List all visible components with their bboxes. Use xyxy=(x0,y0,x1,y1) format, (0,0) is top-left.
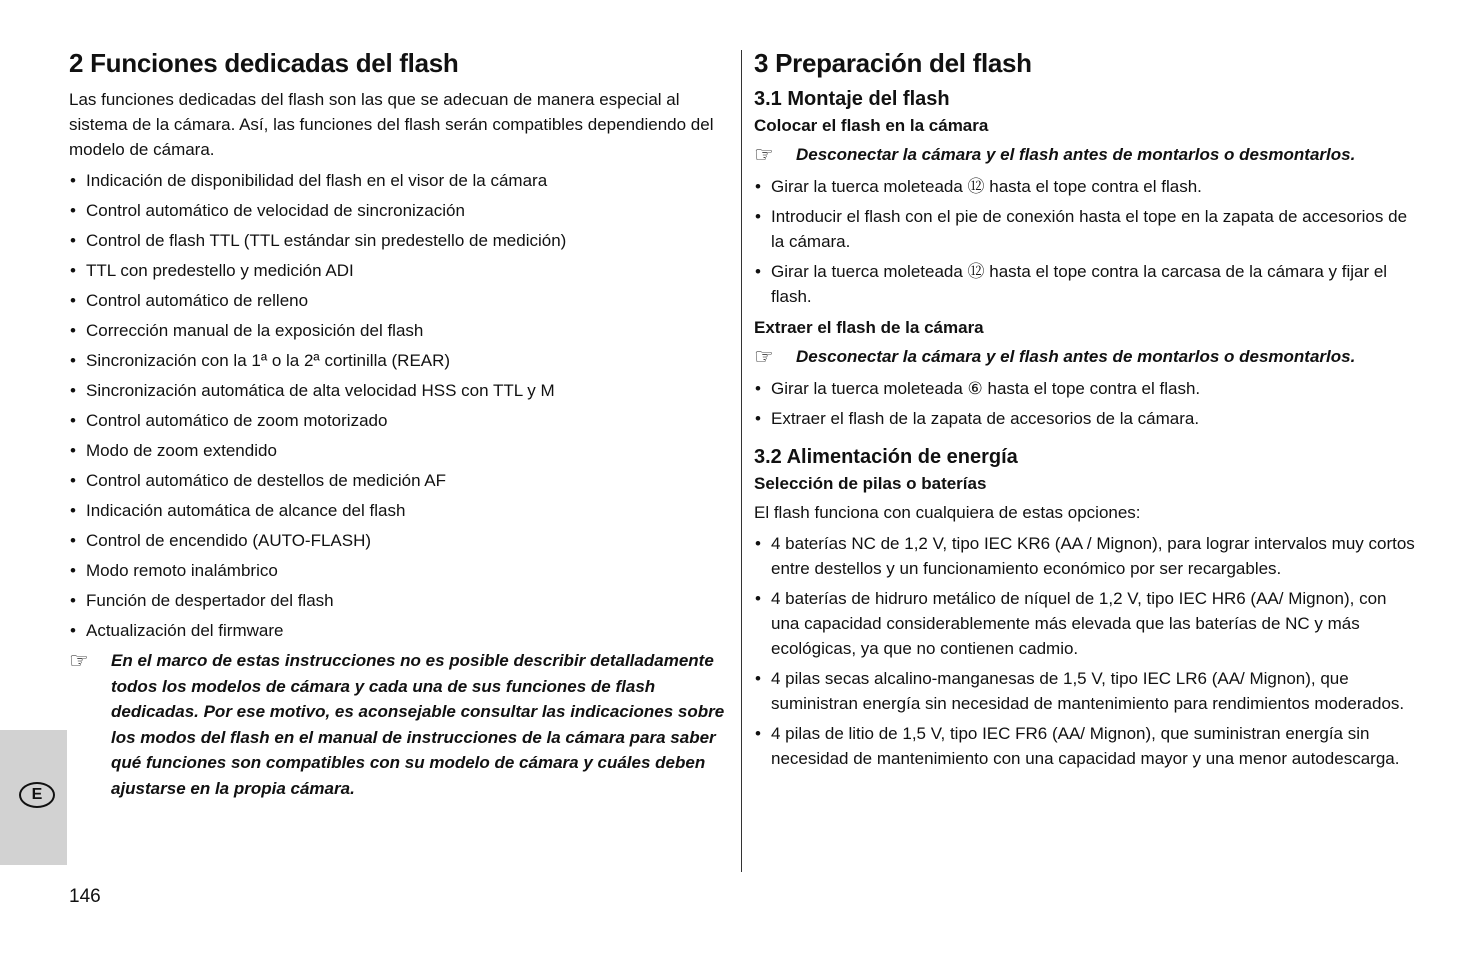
section-3-title: 3 Preparación del flash xyxy=(754,48,1032,78)
list-item: • Sincronización automática de alta velocidad HSS con TTL y M xyxy=(69,378,729,403)
list-item: • Control automático de zoom motorizado xyxy=(69,408,729,433)
language-tab xyxy=(0,730,67,865)
mount-steps-list xyxy=(754,174,1419,309)
section-3-1-title: 3.1 Montaje del flash xyxy=(754,88,950,111)
remove-flash-subtitle: Extraer el flash de la cámara xyxy=(754,317,984,337)
battery-options-list xyxy=(754,531,1419,771)
section-2-intro: Las funciones dedicadas del flash son las que se adecuan de manera especial al sistema de la cámara. Así, las funciones del flash serán compatibles dependiendo del modelo de cámara. xyxy=(69,90,714,160)
list-item: • Girar la tuerca moleteada ⑥ hasta el tope contra el flash. xyxy=(754,376,1419,401)
disconnect-note-text: Desconectar la cámara y el flash antes de montarlos o desmontarlos. xyxy=(796,145,1356,165)
compatibility-note xyxy=(69,648,729,801)
dedicated-functions-list xyxy=(69,168,729,643)
pointing-hand-icon: ☞ xyxy=(754,142,774,168)
list-item: • Control automático de velocidad de sincronización xyxy=(69,198,729,223)
page-number: 146 xyxy=(69,886,101,907)
left-column xyxy=(69,48,729,807)
list-item: • Girar la tuerca moleteada ⑫ hasta el tope contra la carcasa de la cámara y fijar el flash. xyxy=(754,259,1419,309)
list-item: • Extraer el flash de la zapata de accesorios de la cámara. xyxy=(754,406,1419,431)
disconnect-note-text: Desconectar la cámara y el flash antes de montarlos o desmontarlos. xyxy=(796,347,1356,367)
list-item: • Girar la tuerca moleteada ⑫ hasta el tope contra el flash. xyxy=(754,174,1419,199)
list-item: • Indicación de disponibilidad del flash en el visor de la cámara xyxy=(69,168,729,193)
list-item: • Sincronización con la 1ª o la 2ª cortinilla (REAR) xyxy=(69,348,729,373)
right-column xyxy=(754,48,1419,776)
list-item: • 4 baterías NC de 1,2 V, tipo IEC KR6 (AA / Mignon), para lograr intervalos muy cortos entre destellos y un funcionamiento económico por ser recargables. xyxy=(754,531,1419,581)
battery-selection-subtitle: Selección de pilas o baterías xyxy=(754,473,987,493)
list-item: • Corrección manual de la exposición del flash xyxy=(69,318,729,343)
list-item: • Modo remoto inalámbrico xyxy=(69,558,729,583)
list-item: • Indicación automática de alcance del flash xyxy=(69,498,729,523)
list-item: • Control de encendido (AUTO-FLASH) xyxy=(69,528,729,553)
section-2-title: 2 Funciones dedicadas del flash xyxy=(69,48,459,78)
pointing-hand-icon: ☞ xyxy=(754,344,774,370)
list-item: • 4 pilas de litio de 1,5 V, tipo IEC FR6 (AA/ Mignon), que suministran energía sin necesidad de mantenimiento con una capacidad mayor y una menor autodescarga. xyxy=(754,721,1419,771)
disconnect-note xyxy=(754,344,1419,370)
list-item: • Modo de zoom extendido xyxy=(69,438,729,463)
battery-intro: El flash funciona con cualquiera de estas opciones: xyxy=(754,502,1141,522)
compatibility-note-text: En el marco de estas instrucciones no es posible describir detalladamente todos los modelos de cámara y cada una de sus funciones de flash dedicadas. Por ese motivo, es aconsejable consultar las indicaciones sobre los modos del flash en el manual de instrucciones de la cámara para saber qué funciones son compatibles con su modelo de cámara y cuáles deben ajustarse en la propia cámara. xyxy=(111,651,725,798)
list-item: • Control de flash TTL (TTL estándar sin predestello de medición) xyxy=(69,228,729,253)
list-item: • 4 pilas secas alcalino-manganesas de 1,5 V, tipo IEC LR6 (AA/ Mignon), que suministran energía sin necesidad de mantenimiento para rendimientos moderados. xyxy=(754,666,1419,716)
list-item: • Control automático de destellos de medición AF xyxy=(69,468,729,493)
list-item: • Actualización del firmware xyxy=(69,618,729,643)
mount-flash-subtitle: Colocar el flash en la cámara xyxy=(754,116,989,136)
section-3-2-title: 3.2 Alimentación de energía xyxy=(754,445,1018,468)
list-item: • Función de despertador del flash xyxy=(69,588,729,613)
pointing-hand-icon: ☞ xyxy=(69,648,89,674)
disconnect-note xyxy=(754,142,1419,168)
remove-steps-list xyxy=(754,376,1419,431)
list-item: • Control automático de relleno xyxy=(69,288,729,313)
list-item: • Introducir el flash con el pie de conexión hasta el tope en la zapata de accesorios de la cámara. xyxy=(754,204,1419,254)
list-item: • TTL con predestello y medición ADI xyxy=(69,258,729,283)
list-item: • 4 baterías de hidruro metálico de níquel de 1,2 V, tipo IEC HR6 (AA/ Mignon), con una capacidad considerablemente más elevada que las baterías de NC y más ecológicas, ya que no contienen cadmio. xyxy=(754,586,1419,661)
column-divider xyxy=(741,50,742,872)
language-tab-label: E xyxy=(19,782,55,808)
